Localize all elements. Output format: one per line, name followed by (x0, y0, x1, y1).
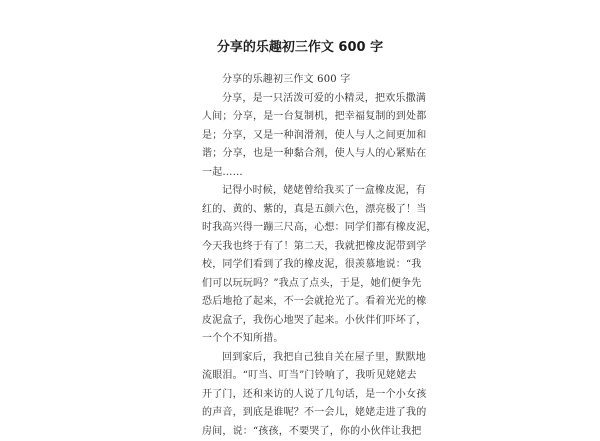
text-line: 开了门，还和来访的人说了几句话，是一个小女孩 (202, 386, 402, 405)
text-line: 流眼泪。“叮当、叮当”门铃响了，我听见姥姥去 (202, 367, 402, 386)
text-line: 一起…… (202, 164, 402, 183)
text-line: 分享的乐趣初三作文 600 字 (202, 71, 402, 90)
text-line: 记得小时候，姥姥曾给我买了一盒橡皮泥，有 (202, 182, 402, 201)
document-body (202, 71, 402, 441)
text-line: 红的、黄的、紫的，真是五颜六色，漂亮极了！当 (202, 201, 402, 220)
text-line: 校，同学们看到了我的橡皮泥，很羡慕地说：“我 (202, 256, 402, 275)
text-line: 谐；分享，也是一种黏合剂，使人与人的心紧贴在 (202, 145, 402, 164)
text-line: 一个个不知所措。 (202, 330, 402, 349)
text-line: 房间，说：“孩孩，不要哭了，你的小伙伴让我把 (202, 423, 402, 441)
text-line: 人间；分享，是一台复制机，把幸福复制的到处都 (202, 108, 402, 127)
text-line: 分享，是一只活泼可爱的小精灵，把欢乐撒满 (202, 90, 402, 109)
text-line: 是；分享，又是一种润滑剂，使人与人之间更加和 (202, 127, 402, 146)
text-line: 回到家后，我把自己独自关在屋子里，默默地 (202, 349, 402, 368)
text-line: 时我高兴得一蹦三尺高，心想：同学们都有橡皮泥， (202, 219, 402, 238)
text-line: 的声音，到底是谁呢？不一会儿，姥姥走进了我的 (202, 404, 402, 423)
text-line: 皮泥盒子，我伤心地哭了起来。小伙伴们吓坏了， (202, 312, 402, 331)
text-line: 们可以玩玩吗？”我点了点头，于是，她们便争先 (202, 275, 402, 294)
document-title: 分享的乐趣初三作文 600 字 (0, 36, 600, 55)
text-line: 今天我也终于有了！第二天，我就把橡皮泥带到学 (202, 238, 402, 257)
text-line: 恐后地抢了起来，不一会就抢光了。看着光光的橡 (202, 293, 402, 312)
